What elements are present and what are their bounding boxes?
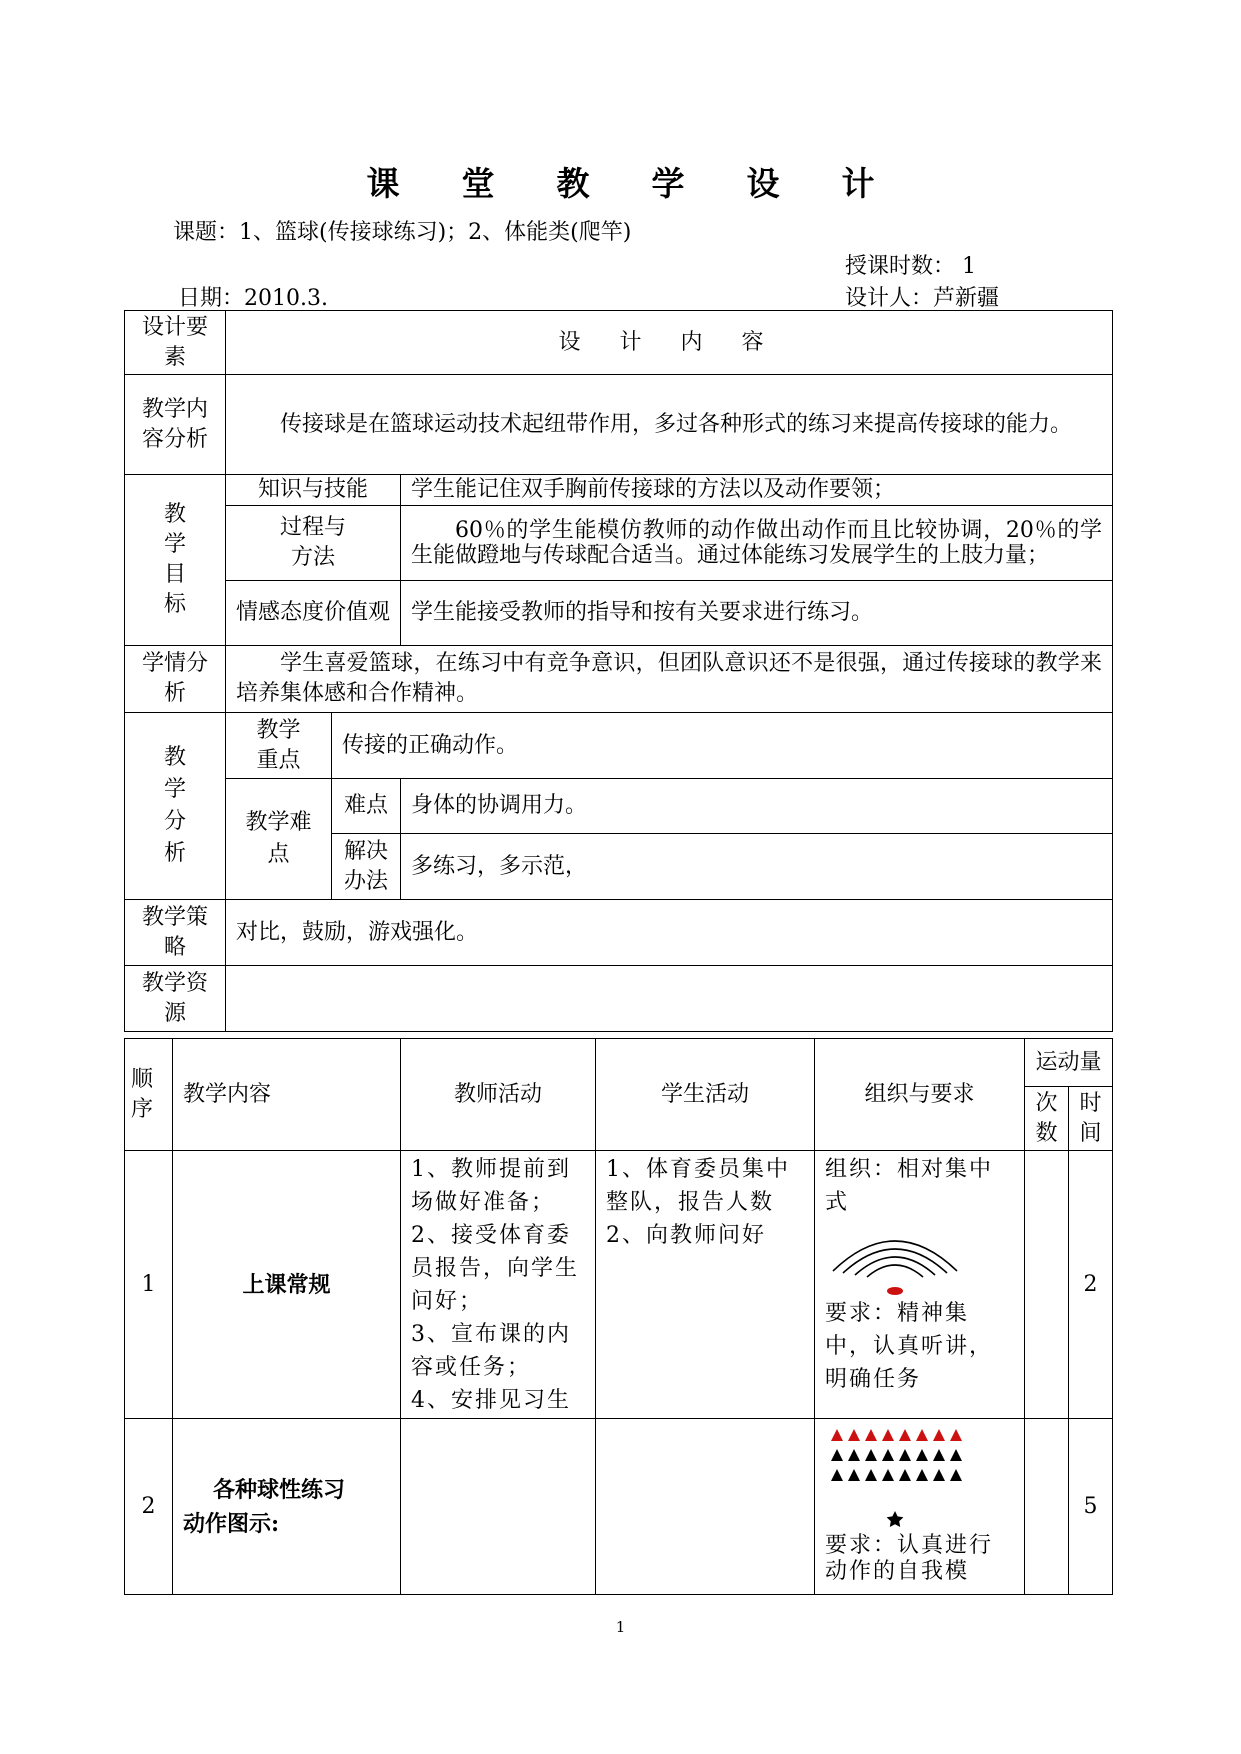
student-triangle-icon bbox=[950, 1429, 962, 1441]
resources-text bbox=[226, 966, 1113, 1032]
objective-emotion-label: 情感态度价值观 bbox=[226, 581, 401, 646]
objectives-label: 教学目标 bbox=[125, 475, 226, 646]
student-triangle-icon bbox=[950, 1449, 962, 1461]
student-triangle-icon bbox=[933, 1449, 945, 1461]
header-load: 运动量 bbox=[1025, 1039, 1113, 1087]
design-header-content: 设 计 内 容 bbox=[226, 311, 1113, 375]
header-time: 时间 bbox=[1069, 1087, 1113, 1151]
row1-teacher-line: 2、接受体育委员报告，向学生问好； bbox=[411, 1223, 580, 1314]
row1-time: 2 bbox=[1069, 1151, 1113, 1419]
star-icon bbox=[887, 1511, 904, 1527]
student-triangle-icon bbox=[933, 1429, 945, 1441]
header-order: 顺序 bbox=[125, 1039, 173, 1151]
student-triangle-icon bbox=[865, 1449, 877, 1461]
row1-organization bbox=[815, 1151, 1025, 1419]
row1-times bbox=[1025, 1151, 1069, 1419]
difficulty-label: 教学难点 bbox=[226, 779, 332, 900]
lesson-date: 日期：2010.3. bbox=[178, 286, 328, 311]
strategy-text: 对比，鼓励，游戏强化。 bbox=[226, 900, 1113, 966]
student-triangle-icon bbox=[882, 1429, 894, 1441]
key-point-label: 教学重点 bbox=[226, 713, 332, 779]
strategy-label: 教学策略 bbox=[125, 900, 226, 966]
row2-content-line1: 各种球性练习 bbox=[213, 1476, 346, 1503]
page-number: 1 bbox=[615, 1618, 626, 1636]
lesson-table bbox=[124, 1038, 1113, 1595]
student-triangle-icon bbox=[831, 1469, 843, 1481]
objective-emotion-text: 学生能接受教师的指导和按有关要求进行练习。 bbox=[401, 581, 1113, 646]
student-analysis-text: 学生喜爱篮球，在练习中有竞争意识，但团队意识还不是很强，通过传接球的教学来培养集体感和合作精神。 bbox=[226, 646, 1113, 713]
designer: 设计人：芦新疆 bbox=[845, 286, 1000, 311]
student-triangle-icon bbox=[950, 1469, 962, 1481]
row1-teacher-line: 1、教师提前到场做好准备； bbox=[411, 1157, 571, 1215]
row2-student bbox=[596, 1419, 815, 1595]
row1-org-bottom: 要求：精神集中，认真听讲，明确任务 bbox=[825, 1301, 994, 1392]
lesson-topic: 课题：1、篮球(传接球练习)；2、体能类(爬竿) bbox=[173, 220, 632, 245]
row1-student-line: 2、向教师问好 bbox=[606, 1223, 766, 1248]
student-triangle-icon bbox=[882, 1469, 894, 1481]
row2-org-bottom: 要求：认真进行动作的自我模 bbox=[825, 1533, 994, 1584]
student-triangle-icon bbox=[831, 1449, 843, 1461]
difficulty-point-label: 难点 bbox=[332, 779, 401, 834]
row2-organization bbox=[815, 1419, 1025, 1595]
header-organization: 组织与要求 bbox=[815, 1039, 1025, 1151]
student-triangle-icon bbox=[848, 1469, 860, 1481]
student-triangle-icon bbox=[916, 1469, 928, 1481]
row2-content bbox=[173, 1419, 401, 1595]
student-triangle-icon bbox=[916, 1449, 928, 1461]
student-triangle-icon bbox=[899, 1469, 911, 1481]
semicircle-formation-icon bbox=[825, 1219, 965, 1297]
row1-org-top: 组织：相对集中式 bbox=[825, 1157, 994, 1215]
row1-teacher bbox=[401, 1151, 596, 1419]
student-triangle-icon bbox=[831, 1429, 843, 1441]
student-triangle-icon bbox=[882, 1449, 894, 1461]
student-triangle-icon bbox=[865, 1429, 877, 1441]
student-triangle-icon bbox=[899, 1429, 911, 1441]
objective-knowledge-label: 知识与技能 bbox=[226, 475, 401, 506]
row2-times bbox=[1025, 1419, 1069, 1595]
solution-text: 多练习，多示范， bbox=[401, 834, 1113, 900]
design-table bbox=[124, 310, 1113, 1032]
row2-time: 5 bbox=[1069, 1419, 1113, 1595]
student-triangle-icon bbox=[848, 1429, 860, 1441]
header-times: 次数 bbox=[1025, 1087, 1069, 1151]
student-triangle-icon bbox=[865, 1469, 877, 1481]
page-title: 课堂教学设计 bbox=[366, 164, 937, 203]
teacher-marker-icon bbox=[887, 1287, 903, 1295]
teaching-analysis-label: 教学分析 bbox=[125, 713, 226, 900]
header-teacher: 教师活动 bbox=[401, 1039, 596, 1151]
student-formation-diagram bbox=[825, 1423, 965, 1533]
row1-order: 1 bbox=[125, 1151, 173, 1419]
key-point-text: 传接的正确动作。 bbox=[332, 713, 1113, 779]
row1-student-line: 1、体育委员集中整队，报告人数 bbox=[606, 1157, 790, 1215]
teaching-hours: 授课时数： 1 bbox=[845, 254, 976, 279]
student-analysis-label: 学情分析 bbox=[125, 646, 226, 713]
objective-process-text: 60％的学生能模仿教师的动作做出动作而且比较协调，20％的学生能做蹬地与传球配合适当。通过体能练习发展学生的上肢力量； bbox=[401, 506, 1113, 581]
design-header-label: 设计要素 bbox=[125, 311, 226, 375]
student-triangle-icon bbox=[916, 1429, 928, 1441]
header-content: 教学内容 bbox=[173, 1039, 401, 1151]
row2-teacher bbox=[401, 1419, 596, 1595]
header-student: 学生活动 bbox=[596, 1039, 815, 1151]
student-triangle-icon bbox=[933, 1469, 945, 1481]
objective-knowledge-text: 学生能记住双手胸前传接球的方法以及动作要领； bbox=[401, 475, 1113, 506]
row1-student bbox=[596, 1151, 815, 1419]
row1-teacher-line: 4、安排见习生 bbox=[411, 1388, 571, 1413]
row1-teacher-line: 3、宣布课的内容或任务； bbox=[411, 1322, 571, 1380]
student-triangle-icon bbox=[899, 1449, 911, 1461]
row2-order: 2 bbox=[125, 1419, 173, 1595]
student-triangle-icon bbox=[848, 1449, 860, 1461]
objective-process-label: 过程与方法 bbox=[226, 506, 401, 581]
row1-content: 上课常规 bbox=[173, 1151, 401, 1419]
content-analysis-label: 教学内容分析 bbox=[125, 375, 226, 475]
resources-label: 教学资源 bbox=[125, 966, 226, 1032]
content-analysis-text: 传接球是在篮球运动技术起纽带作用，多过各种形式的练习来提高传接球的能力。 bbox=[226, 375, 1113, 475]
difficulty-point-text: 身体的协调用力。 bbox=[401, 779, 1113, 834]
row2-content-line2: 动作图示: bbox=[183, 1510, 280, 1537]
solution-label: 解决办法 bbox=[332, 834, 401, 900]
